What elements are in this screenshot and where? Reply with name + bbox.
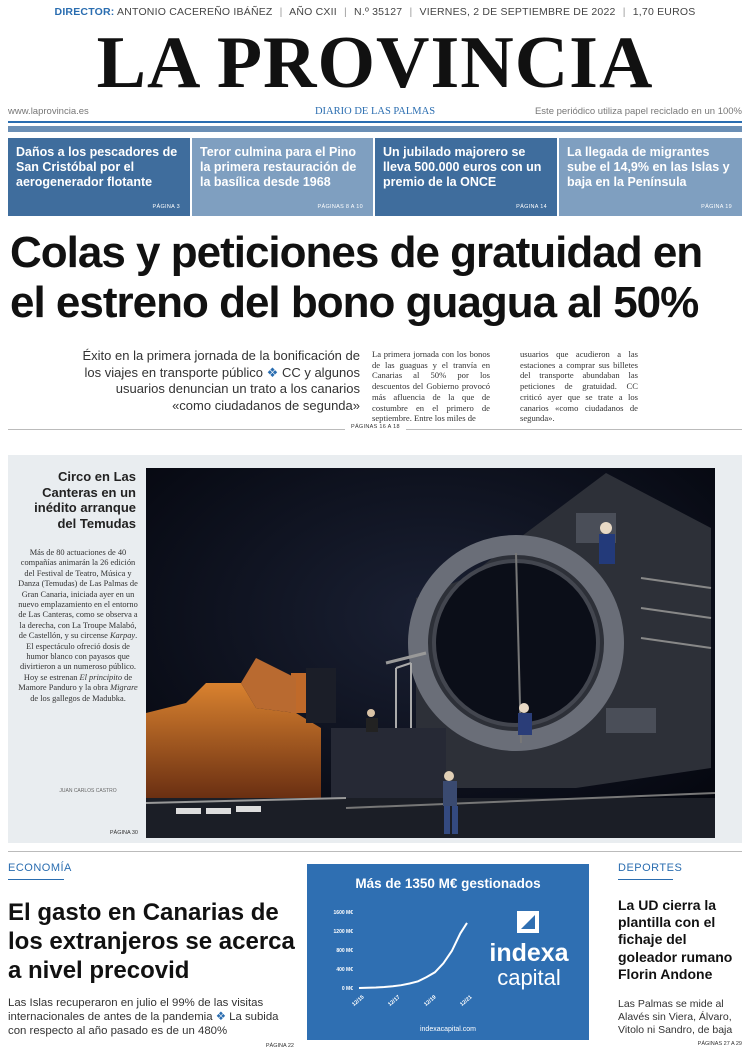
chart-series-line xyxy=(359,923,467,988)
masthead-rule xyxy=(8,121,742,123)
section-label-economy[interactable]: ECONOMÍA xyxy=(8,862,72,874)
main-headline[interactable]: Colas y peticiones de gratuidad en el estreno del bono guagua al 50% xyxy=(10,228,703,327)
masthead-info-bar: DIRECTOR: ANTONIO CACEREÑO IBÁÑEZ | AÑO CXII | N.º 35127 | VIERNES, 2 DE SEPTIEMBRE DE 2022 | 1,70 EUROS xyxy=(54,6,696,18)
teaser-title: Teror culmina para el Pino la primera restauración de la basílica desde 1968 xyxy=(200,145,357,189)
feature-body: Más de 80 actuaciones de 40 compañías animarán la 26 edición del Festival de Teatro, Música y Danza (Temudas) de Las Palmas de Gran Canaria, iniciada ayer en un nuevo emplazamiento en el entorno de Las Canteras, como se observa a la derecha, con La Troupe Malabó, de Castellón, y su circense Karpay. El espectáculo ofreció dosis de humor blanco con payasos que divirtieron a un numeroso público. Hoy se estrenan El principito de Mamore Panduro y la obra Migrare de los gallegos de Madubka. xyxy=(18,548,138,703)
x-tick-label: 12/17 xyxy=(387,994,402,1008)
circus-stage-photo xyxy=(146,468,715,838)
deck-text: Éxito en la primera jornada de la bonificación de los viajes en transporte público xyxy=(82,348,360,380)
section-underline xyxy=(8,879,64,880)
economy-page: PÁGINA 22 xyxy=(265,1043,294,1049)
section-divider xyxy=(8,851,742,852)
bullet-icon: ❖ xyxy=(266,364,279,380)
newspaper-subtitle: DIARIO DE LAS PALMAS xyxy=(314,106,436,117)
sports-page: PÁGINAS 27 A 29 xyxy=(697,1041,742,1047)
director-name: ANTONIO CACEREÑO IBÁÑEZ xyxy=(117,6,273,18)
ad-title: Más de 1350 M€ gestionados xyxy=(355,876,541,891)
indexa-ad[interactable] xyxy=(307,864,589,1040)
main-body-col2: usuarios que acudieron a las estaciones a comprar sus billetes del transporte abundaban las peticiones de gratuidad. CC criticó ayer que se trate a los canarios «como ciudadanos de segunda». xyxy=(520,349,638,424)
page-number: PÁGINAS 16 A 18 xyxy=(345,424,406,430)
recycled-note: Este periódico utiliza papel reciclado en un 100% xyxy=(534,106,742,117)
y-tick-label: 0 M€ xyxy=(341,986,353,992)
economy-headline[interactable]: El gasto en Canarias de los extranjeros se acerca a nivel precovid xyxy=(8,899,295,984)
ad-brand-line2: capital xyxy=(497,965,561,990)
masthead-band xyxy=(8,126,742,132)
main-deck xyxy=(80,348,360,414)
y-tick-label: 1600 M€ xyxy=(333,910,353,916)
teaser-title: La llegada de migrantes sube el 14,9% en las Islas y baja en la Península xyxy=(567,145,730,189)
sports-deck: Las Palmas se mide al Alavés sin Viera, Álvaro, Vitolo ni Sandro, de baja xyxy=(618,998,733,1036)
x-tick-label: 12/19 xyxy=(423,994,438,1008)
economy-deck: Las Islas recuperaron en julio el 99% de las visitas internacionales de antes de la pandemia ❖ La subida con respecto al año pasado es de un 480% xyxy=(8,997,279,1037)
teaser-page: PÁGINA 19 xyxy=(701,204,732,210)
x-tick-label: 12/15 xyxy=(351,994,366,1008)
teaser-title: Un jubilado majorero se lleva 500.000 euros con un premio de la ONCE xyxy=(383,145,542,189)
bullet-icon: ❖ xyxy=(215,1011,226,1023)
website-link[interactable]: www.laprovincia.es xyxy=(8,106,89,117)
teaser-teror[interactable] xyxy=(192,138,373,216)
ad-growth-chart xyxy=(307,864,589,1040)
issue-date: VIERNES, 2 DE SEPTIEMBRE DE 2022 xyxy=(419,6,616,18)
director-label: DIRECTOR: xyxy=(54,6,115,18)
feature-photo[interactable] xyxy=(146,468,715,838)
feature-page: PÁGINA 30 xyxy=(109,830,138,836)
main-body-col1: La primera jornada con los bonos de las guaguas y el tranvía en Canarias al 50% por los descuentos del Gobierno provocó más afluencia de la que de costumbre en el primero de septiembre. Entre los miles de xyxy=(372,349,490,424)
section-underline xyxy=(618,879,673,880)
page-reference xyxy=(8,424,742,434)
ad-url[interactable]: indexacapital.com xyxy=(419,1026,477,1033)
teaser-fishermen[interactable] xyxy=(8,138,190,216)
teaser-page: PÁGINA 3 xyxy=(152,204,180,210)
x-tick-label: 12/21 xyxy=(459,994,474,1008)
year: AÑO CXII xyxy=(289,6,337,18)
issue-number: N.º 35127 xyxy=(354,6,403,18)
deck-text: CC y algunos usuarios denuncian un trato a los canarios «como ciudadanos de segunda» xyxy=(115,364,360,413)
feature-headline[interactable]: Circo en Las Canteras en un inédito arranque del Temudas xyxy=(34,469,136,531)
section-label-sports[interactable]: DEPORTES xyxy=(618,862,683,874)
sports-headline[interactable]: La UD cierra la plantilla con el fichaje del goleador rumano Florin Andone xyxy=(618,897,733,982)
teaser-page: PÁGINA 14 xyxy=(516,204,547,210)
indexa-logo-icon xyxy=(517,911,539,933)
y-tick-label: 400 M€ xyxy=(336,967,353,973)
photo-credit: JUAN CARLOS CASTRO xyxy=(59,788,117,794)
y-tick-label: 800 M€ xyxy=(336,948,353,954)
teaser-page: PÁGINAS 8 A 10 xyxy=(317,204,363,210)
teaser-title: Daños a los pescadores de San Cristóbal por el aerogenerador flotante xyxy=(16,145,178,189)
teaser-migrants[interactable] xyxy=(559,138,742,216)
newspaper-masthead: LA PROVINCIA xyxy=(96,22,654,104)
price: 1,70 EUROS xyxy=(632,6,696,18)
ad-brand-line1: indexa xyxy=(489,939,569,967)
teaser-once[interactable] xyxy=(375,138,557,216)
y-tick-label: 1200 M€ xyxy=(333,929,353,935)
